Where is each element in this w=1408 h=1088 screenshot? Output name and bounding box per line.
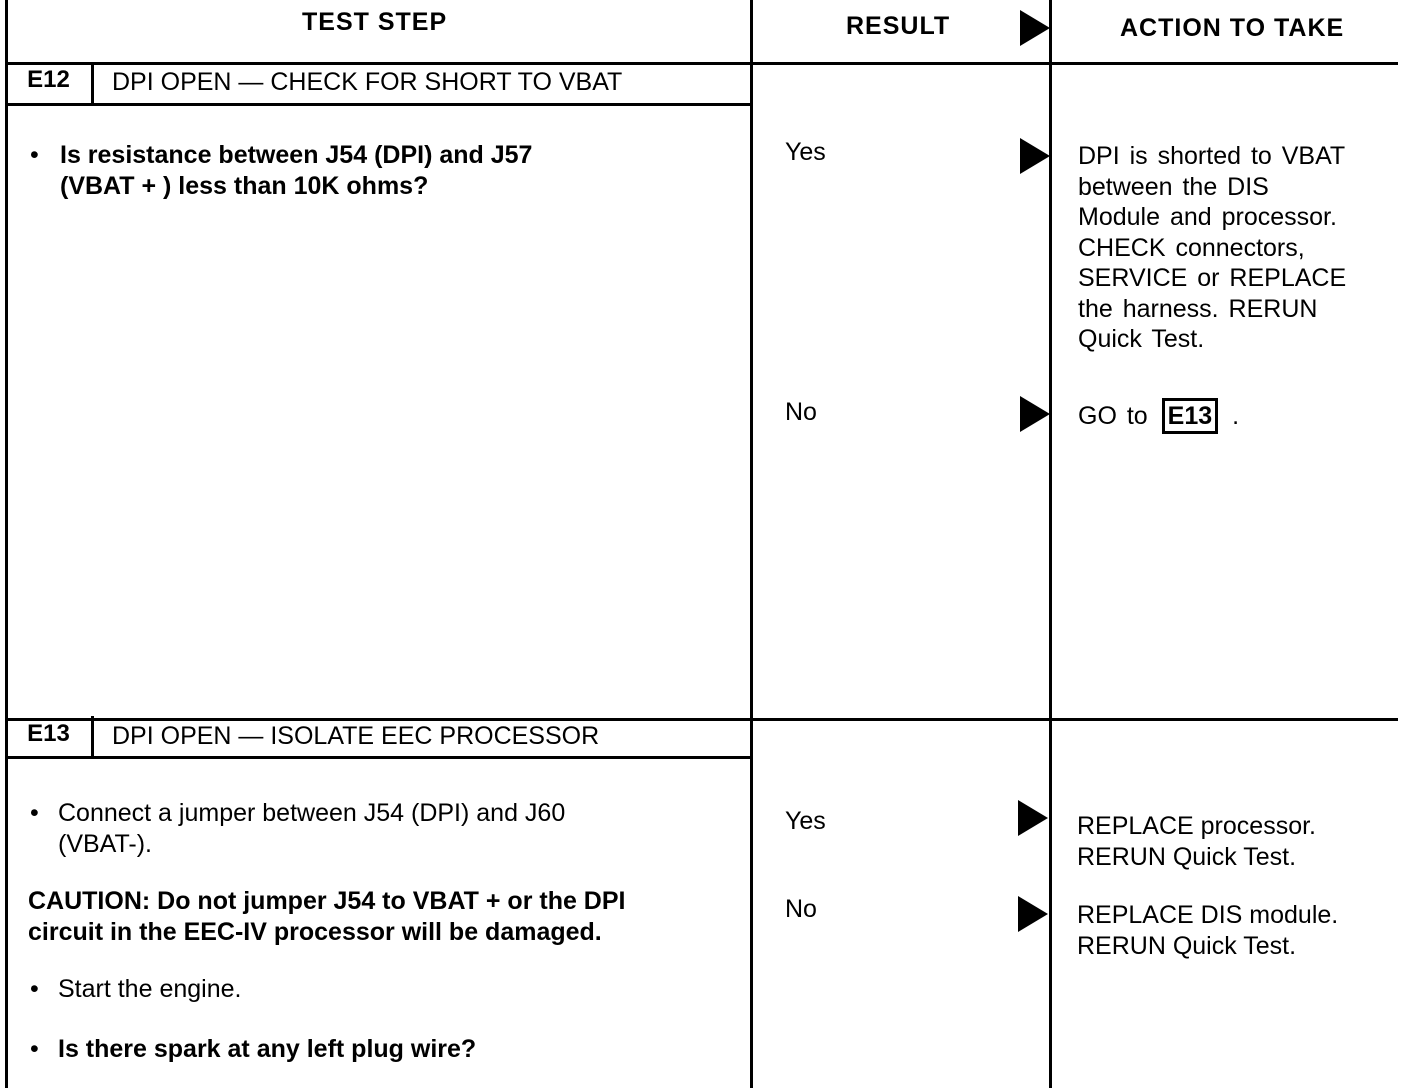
header-result: RESULT [846, 12, 951, 40]
e13-step-4-text: Is there spark at any left plug wire? [58, 1035, 477, 1063]
section-code-e13: E13 [6, 716, 94, 758]
e12-action-no [1078, 398, 1239, 434]
e12-result-yes: Yes [785, 138, 826, 166]
section-code-e12: E12 [6, 62, 94, 106]
e12-yes-arrow-icon [1020, 138, 1050, 174]
e13-no-arrow-icon [1018, 896, 1048, 932]
e13-result-yes: Yes [785, 807, 826, 835]
e13-step-4-bullet: • [30, 1035, 39, 1063]
header-bottom-rule [5, 62, 1398, 65]
e13-result-no: No [785, 895, 817, 923]
e13-action-no: REPLACE DIS module. RERUN Quick Test. [1077, 901, 1339, 960]
test-step-column-divider [750, 0, 753, 1088]
e13-step-1-text: Connect a jumper between J54 (DPI) and J60 (VBAT-). [58, 799, 566, 858]
section-title-e13: DPI OPEN — ISOLATE EEC PROCESSOR [112, 722, 600, 750]
e12-action-no-prefix: GO to [1078, 402, 1148, 430]
e13-title-bottom-rule [5, 756, 753, 759]
header-action: ACTION TO TAKE [1120, 14, 1345, 42]
e13-step-3-text: Start the engine. [58, 975, 242, 1003]
e13-action-yes: REPLACE processor. RERUN Quick Test. [1077, 812, 1316, 871]
e12-step-question: Is resistance between J54 (DPI) and J57 (VBAT + ) less than 10K ohms? [60, 141, 533, 200]
e12-no-arrow-icon [1020, 396, 1050, 432]
e12-result-no: No [785, 398, 817, 426]
e13-yes-arrow-icon [1018, 800, 1048, 836]
header-result-arrow-icon [1020, 10, 1050, 46]
section-title-e12: DPI OPEN — CHECK FOR SHORT TO VBAT [112, 68, 623, 96]
section-divider-rule [5, 718, 1398, 721]
e13-step-3-bullet: • [30, 975, 39, 1003]
e12-step-bullet: • [30, 141, 39, 169]
e12-title-bottom-rule [5, 103, 753, 106]
e13-caution-text: CAUTION: Do not jumper J54 to VBAT + or the DPI circuit in the EEC-IV processor will be damaged. [28, 887, 626, 946]
e13-step-1-bullet: • [30, 799, 39, 827]
table-left-border [5, 0, 8, 1088]
e12-action-yes: DPI is shorted to VBAT between the DIS Module and processor. CHECK connectors, SERVICE or REPLACE the harness. RERUN Quick Test. [1078, 142, 1347, 353]
goto-e13-link[interactable]: E13 [1162, 398, 1218, 434]
header-test-step: TEST STEP [302, 8, 448, 36]
e12-action-no-suffix: . [1232, 402, 1240, 430]
